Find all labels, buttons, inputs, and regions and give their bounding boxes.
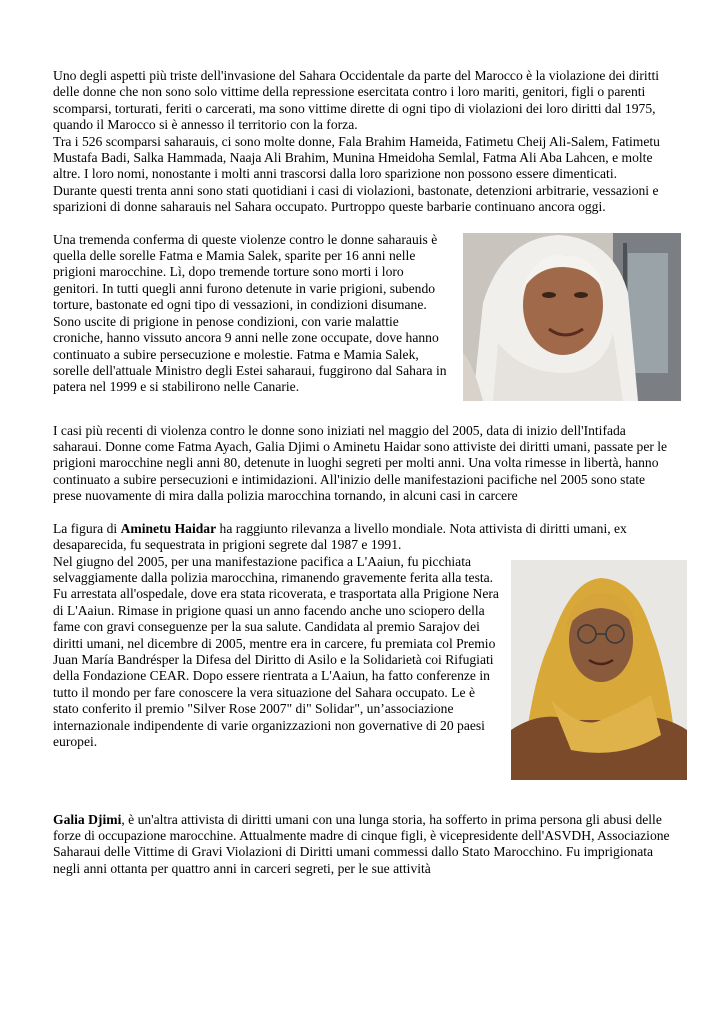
recent-cases-paragraph: I casi più recenti di violenza contro le donne sono iniziati nel maggio del 2005, data di inizio dell'Intifada saharaui. Donne come Fatma Ayach, Galia Djimi o Aminetu Haidar sono attiviste dei diritti umani, passate per le prigioni marocchine negli anni 80, detenute in luoghi segreti per molti anni. Una volta rimesse in libertà, hanno continuato a subire persecuzioni e intimidazioni. All'inizio delle manifestazioni pacifiche nel 2005 sono state prese nuovamente di mira dalla polizia marocchina tornando, in alcuni casi in carcere <box>53 422 668 504</box>
document-page <box>53 68 673 877</box>
spacer <box>53 407 673 423</box>
haidar-lead-paragraph: La figura di Aminetu Haidar ha raggiunto rilevanza a livello mondiale. Nota attivista di diritti umani, ex desaparecida, fu sequestrata in prigioni segrete dal 1987 e 1991. <box>53 520 627 553</box>
spacer <box>53 216 673 232</box>
djimi-name: Galia Djimi <box>53 811 122 827</box>
spacer <box>53 505 673 521</box>
haidar-name: Aminetu Haidar <box>120 520 217 536</box>
haidar-photo <box>511 560 687 780</box>
intro-paragraph-2: Tra i 526 scomparsi saharauis, ci sono molte donne, Fala Brahim Hameida, Fatimetu Cheij Ali-Salem, Fatimetu Mustafa Badi, Salka Hammada, Naaja Ali Brahim, Munina Hmeidoha Semlal, Fatma Ali Aba Lahcen, e molte altre. I loro nomi, nonostante i molti anni trascorsi dalla loro sparizione non possono essere dimenticati. <box>53 133 660 182</box>
salek-paragraph: Una tremenda conferma di queste violenze contro le donne saharauis è quella delle sorelle Fatma e Mamia Salek, sparite per 16 anni nelle prigioni marocchine. Lì, dopo tremende torture sono morti i loro genitori. In tutti quegli anni furono detenute in varie prigioni, subendo torture, bastonate ed ogni tipo di vessazioni, in condizioni disumane. Sono uscite di prigione in penose condizioni, con varie malattie croniche, hanno vissuto ancora 9 anni nelle zone occupate, dove hanno continuato a subire persecuzione e molestie. Fatma e Mamia Salek, sorelle dell'attuale Ministro degli Estei saharaui, fuggirono dal Sahara in patera nel 1999 e si stabilirono nelle Canarie. <box>53 231 447 395</box>
intro-paragraph-3: Durante questi trenta anni sono stati quotidiani i casi di violazioni, bastonate, detenzioni arbitrarie, vessazioni e sparizioni di donne saharauis nel Sahara occupato. Purtroppo queste barbarie continuano ancora oggi. <box>53 182 659 215</box>
intro-paragraph-1: Uno degli aspetti più triste dell'invasione del Sahara Occidentale da parte del Marocco è la violazione dei diritti delle donne che non sono solo vittime della repressione esercitata contro i loro mariti, genitori, figli o parenti scomparsi, torturati, feriti o carcerati, ma sono vittime dirette di ogni tipo di violazioni dei loro diritti dal 1975, quando il Marocco si è annesso il territorio con la forza. <box>53 68 660 133</box>
djimi-paragraph: Galia Djimi, è un'altra attivista di diritti umani con una lunga storia, ha sofferto in prima persona gli abusi delle forze di occupazione marocchine. Attualmente madre di cinque figli, è vicepresidente dell'ASVDH, Associazione Saharaui delle Vittime di Gravi Violazioni di Diritti umani commessi dallo Stato Marocchino. Fu imprigionata negli anni ottanta per quattro anni in carceri segreti, per le sue attività <box>53 811 670 876</box>
salek-photo <box>463 233 681 401</box>
haidar-paragraph: Nel giugno del 2005, per una manifestazione pacifica a L'Aaiun, fu picchiata selvaggiamente dalla polizia marocchina, rimanendo gravemente ferita alla testa. Fu arrestata all'ospedale, dove era stata ricoverata, e trasportata alla Prigione Nera di L'Aaiun. Rimase in prigione quasi un anno facendo anche uno sciopero della fame con gravi conseguenze per la sua salute. Candidata al premio Sarajov dei diritti umani, nel dicembre di 2005, mentre era in carcere, fu premiata col Premio Juan María Bandrésper la Difesa del Diritto di Asilo e la Solidarietà coi Rifugiati della Fondazione CEAR. Dopo essere rientrata a L'Aaiun, ha fatto conferenze in tutto il mondo per fare conoscere la vera situazione del Sahara occupato. Le è stato conferito il premio "Silver Rose 2007" di" Solidar", un’associazione internazionale indipendente di varie organizzazioni non governative di 20 paesi europei. <box>53 553 499 749</box>
spacer <box>53 786 673 812</box>
